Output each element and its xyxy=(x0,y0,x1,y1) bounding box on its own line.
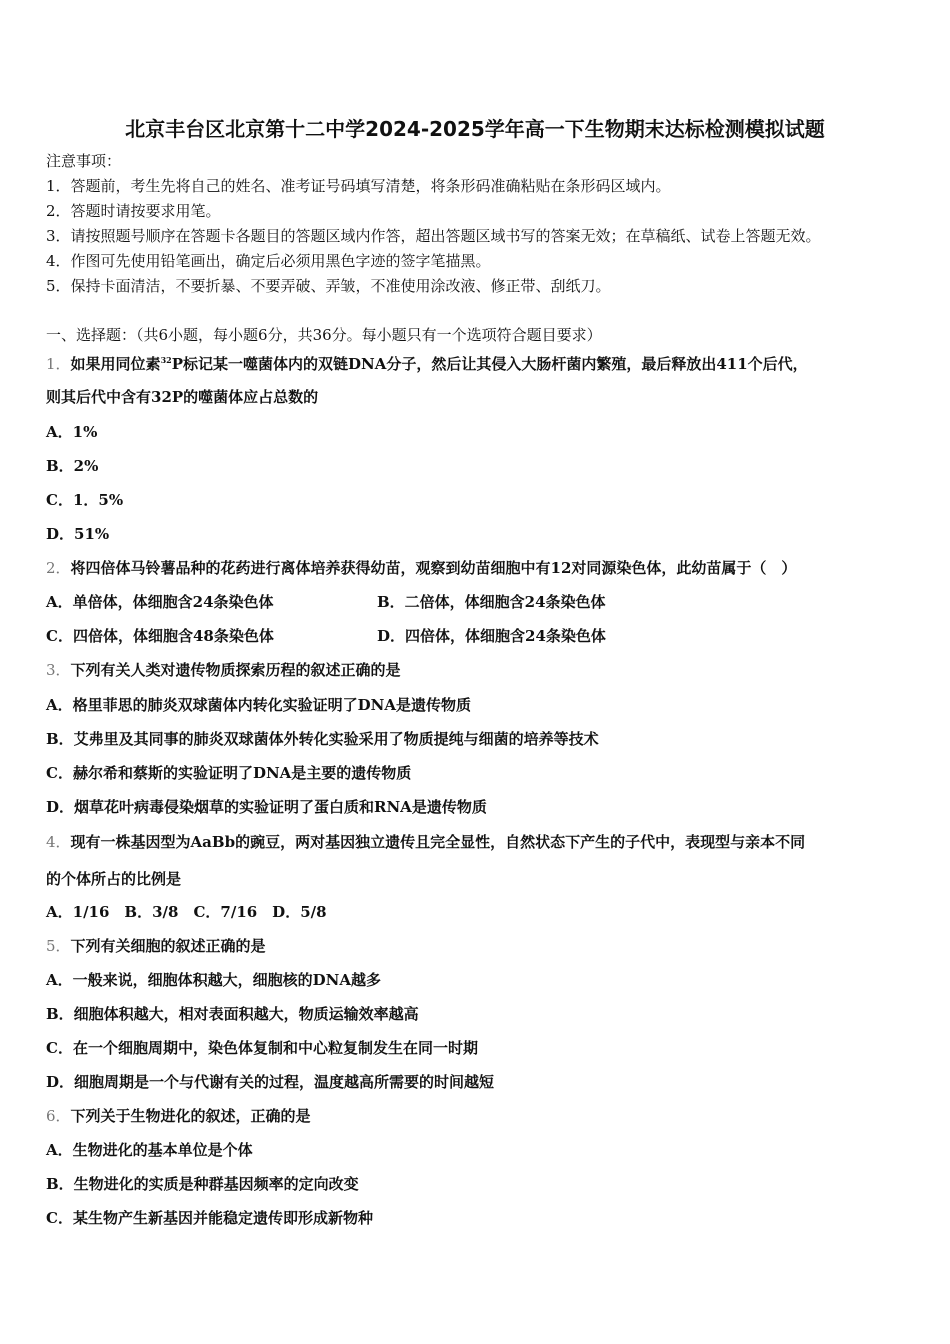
option-b: B．二倍体，体细胞含24条染色体 xyxy=(377,593,606,611)
page-title: 北京丰台区北京第十二中学2024-2025学年高一下生物期末达标检测模拟试题 xyxy=(125,117,825,141)
option-a: A．一般来说，细胞体积越大，细胞核的DNA越多 xyxy=(46,971,381,989)
question-6 xyxy=(46,1106,311,1126)
option-d: D．细胞周期是一个与代谢有关的过程，温度越高所需要的时间越短 xyxy=(46,1073,495,1091)
section-heading: 一、选择题：（共6小题，每小题6分，共36分。每小题只有一个选项符合题目要求） xyxy=(46,326,602,344)
question-1-cont: 则其后代中含有32P的噬菌体应占总数的 xyxy=(46,388,319,406)
option-a: A．生物进化的基本单位是个体 xyxy=(46,1141,253,1159)
option-c: C．四倍体，体细胞含48条染色体 xyxy=(46,627,274,645)
question-text: P标记某一噬菌体内的双链DNA分子，然后让其侵入大肠杆菌内繁殖，最后释放出411个后代， xyxy=(171,355,808,373)
option-d: D．四倍体，体细胞含24条染色体 xyxy=(377,627,606,645)
option-d: D．烟草花叶病毒侵染烟草的实验证明了蛋白质和RNA是遗传物质 xyxy=(46,798,487,816)
option-b: B．2% xyxy=(46,457,99,475)
question-text: 下列关于生物进化的叙述，正确的是 xyxy=(70,1107,311,1125)
question-number: 6． xyxy=(46,1107,71,1125)
notes-heading: 注意事项： xyxy=(46,152,122,170)
superscript: 32 xyxy=(160,355,172,365)
option-c: C．1．5% xyxy=(46,491,124,509)
question-text: 将四倍体马铃薯品种的花药进行离体培养获得幼苗，观察到幼苗细胞中有12对同源染色体，此幼苗属于（ ） xyxy=(70,559,797,577)
options-row: A．1/16 B．3/8 C．7/16 D．5/8 xyxy=(46,903,327,921)
question-text: 现有一株基因型为AaBb的豌豆，两对基因独立遗传且完全显性，自然状态下产生的子代中，表现型与亲本不同 xyxy=(70,833,806,851)
option-c: C．赫尔希和蔡斯的实验证明了DNA是主要的遗传物质 xyxy=(46,764,412,782)
option-a: A．1% xyxy=(46,423,98,441)
option-b: B．细胞体积越大，相对表面积越大，物质运输效率越高 xyxy=(46,1005,419,1023)
question-number: 2． xyxy=(46,559,71,577)
question-number: 5． xyxy=(46,937,71,955)
note-item: 2．答题时请按要求用笔。 xyxy=(46,202,221,220)
note-item: 3．请按照题号顺序在答题卡各题目的答题区域内作答，超出答题区域书写的答案无效；在草稿纸、试卷上答题无效。 xyxy=(46,227,821,245)
question-4-cont: 的个体所占的比例是 xyxy=(46,870,182,888)
note-item: 1．答题前，考生先将自己的姓名、准考证号码填写清楚，将条形码准确粘贴在条形码区域内。 xyxy=(46,177,671,195)
question-2 xyxy=(46,558,796,578)
option-a: A．格里菲思的肺炎双球菌体内转化实验证明了DNA是遗传物质 xyxy=(46,696,471,714)
option-b: B．艾弗里及其同事的肺炎双球菌体外转化实验采用了物质提纯与细菌的培养等技术 xyxy=(46,730,599,748)
question-3 xyxy=(46,660,401,680)
option-b: B．生物进化的实质是种群基因频率的定向改变 xyxy=(46,1175,359,1193)
question-text: 如果用同位素 xyxy=(70,355,161,373)
question-number: 1． xyxy=(46,355,71,373)
option-d: D．51% xyxy=(46,525,110,543)
question-4 xyxy=(46,832,805,852)
question-text: 下列有关人类对遗传物质探索历程的叙述正确的是 xyxy=(70,661,401,679)
question-1 xyxy=(46,350,808,374)
option-c: C．某生物产生新基因并能稳定遗传即形成新物种 xyxy=(46,1209,373,1227)
question-number: 3． xyxy=(46,661,71,679)
note-item: 4．作图可先使用铅笔画出，确定后必须用黑色字迹的签字笔描黑。 xyxy=(46,252,491,270)
question-number: 4． xyxy=(46,833,71,851)
option-a: A．单倍体，体细胞含24条染色体 xyxy=(46,593,274,611)
question-text: 下列有关细胞的叙述正确的是 xyxy=(70,937,266,955)
note-item: 5．保持卡面清洁，不要折暴、不要弄破、弄皱，不准使用涂改液、修正带、刮纸刀。 xyxy=(46,277,611,295)
option-c: C．在一个细胞周期中，染色体复制和中心粒复制发生在同一时期 xyxy=(46,1039,478,1057)
question-5 xyxy=(46,936,266,956)
